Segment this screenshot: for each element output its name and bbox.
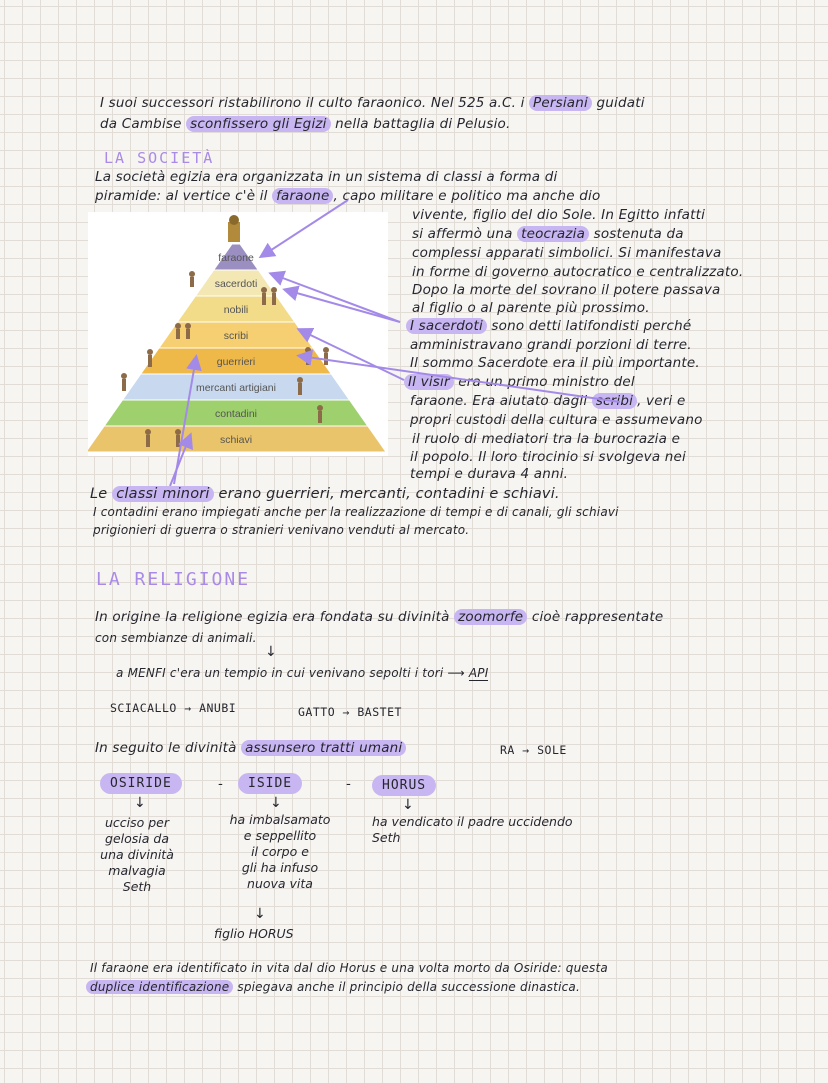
arrow-sacerdoti-2	[286, 290, 400, 322]
visir-line-4: il ruolo di mediatori tra la burocrazia e	[412, 431, 681, 447]
dash-2: -	[346, 776, 352, 792]
arrow-sacerdoti	[272, 274, 400, 322]
pyramid-label-sacerdoti: sacerdoti	[214, 278, 258, 290]
god-iside: ISIDE	[238, 773, 302, 794]
pyramid-label-faraone: faraone	[218, 252, 254, 264]
arrow-minori-schiavi	[170, 436, 190, 486]
highlight-duplice: duplice identificazione	[86, 980, 233, 994]
arrow-iside-icon: ↓	[270, 795, 282, 811]
highlight-classi-minori: classi minori	[112, 486, 213, 502]
dash-1: -	[218, 776, 224, 792]
horus-description: ha vendicato il padre uccidendo Seth	[372, 814, 573, 845]
intro-line-1: I suoi successori ristabilirono il culto faraonico. Nel 525 a.C. i Persiani guidati	[100, 95, 645, 111]
highlight-visir: Il visir	[404, 374, 454, 390]
final-line-2: duplice identificazione spiegava anche il principio della successione dinastica.	[86, 979, 580, 996]
minori-line: Le classi minori erano guerrieri, mercanti, contadini e schiavi.	[90, 486, 560, 502]
heading-societa: LA SOCIETÀ	[104, 149, 215, 167]
arrow-scribi	[300, 356, 620, 402]
visir-line-6: tempi e durava 4 anni.	[410, 466, 569, 482]
visir-line-3: propri custodi della cultura e assumevano	[410, 412, 703, 428]
highlight-sacerdoti: I sacerdoti	[406, 318, 487, 334]
visir-line-1: Il visir era un primo ministro del	[404, 374, 635, 391]
right-line-1: vivente, figlio del dio Sole. In Egitto infatti	[412, 207, 706, 223]
figlio-horus-label: figlio HORUS	[214, 926, 294, 941]
final-line-1: Il faraone era identificato in vita dal dio Horus e una volta morto da Osiride: questa	[90, 961, 608, 975]
sciacallo-line: SCIACALLO → ANUBI	[110, 701, 237, 715]
societa-line-2: piramide: al vertice c'è il faraone , capo militare e politico ma anche dio	[95, 188, 601, 204]
api-label: API	[468, 666, 489, 680]
seguito-line: In seguito le divinità assunsero tratti umani	[95, 740, 406, 757]
highlight-teocrazia: teocrazia	[517, 226, 589, 242]
arrow-faraone	[262, 200, 348, 256]
arrow-figlio-icon: ↓	[254, 906, 266, 922]
god-osiride: OSIRIDE	[100, 773, 182, 794]
osiride-description: ucciso per gelosia da una divinità malvagia Seth	[100, 815, 174, 894]
pyramid-label-guerrieri: guerrieri	[216, 356, 256, 368]
visir-line-5: il popolo. Il loro tirocinio si svolgeva nei	[410, 449, 687, 465]
highlight-sconfissero: sconfissero gli Egizi	[186, 116, 331, 132]
arrow-visir	[300, 330, 404, 380]
visir-line-2: faraone. Era aiutato dagli scribi , veri e	[410, 393, 686, 409]
menfi-line: a MENFI c'era un tempio in cui venivano sepolti i tori ⟶ API	[116, 666, 489, 680]
contadini-line-2: prigionieri di guerra o stranieri venivano venduti al mercato.	[93, 523, 470, 537]
religione-line-1: In origine la religione egizia era fondata su divinità zoomorfe cioè rappresentate	[95, 609, 664, 625]
highlight-faraone: faraone	[272, 188, 333, 204]
pyramid-label-mercanti-artigiani: mercanti artigiani	[196, 382, 276, 394]
highlight-persiani: Persiani	[529, 95, 592, 111]
arrow-osiride-icon: ↓	[134, 795, 146, 811]
right-line-4: in forme di governo autocratico e centralizzato.	[412, 264, 744, 280]
intro-line-2: da Cambise sconfissero gli Egizi nella battaglia di Pelusio.	[100, 116, 511, 132]
iside-description: ha imbalsamato e seppellito il corpo e gli ha infuso nuova vita	[229, 812, 331, 891]
arrow-horus-icon: ↓	[402, 797, 414, 813]
right-line-3: complessi apparati simbolici. Si manifestava	[412, 245, 722, 261]
highlight-tratti-umani: assunsero tratti umani	[241, 740, 406, 756]
pyramid-label-scribi: scribi	[223, 330, 249, 342]
societa-line-1: La società egizia era organizzata in un sistema di classi a forma di	[95, 169, 558, 185]
right-line-6: al figlio o al parente più prossimo.	[412, 300, 650, 316]
right-line-5: Dopo la morte del sovrano il potere passava	[412, 282, 721, 298]
gatto-line: GATTO → BASTET	[298, 705, 402, 719]
sacerdoti-line-3: Il sommo Sacerdote era il più importante.	[410, 355, 700, 371]
highlight-scribi: scribi	[592, 393, 637, 409]
pyramid-label-contadini: contadini	[214, 408, 258, 420]
highlight-zoomorfe: zoomorfe	[454, 609, 527, 625]
pyramid-label-schiavi: schiavi	[219, 434, 253, 446]
ra-sole-label: RA → SOLE	[500, 743, 567, 757]
sacerdoti-line-1: I sacerdoti sono detti latifondisti perché	[406, 318, 691, 335]
god-horus: HORUS	[372, 775, 436, 796]
sacerdoti-line-2: amministravano grandi porzioni di terre.	[410, 337, 692, 353]
heading-religione: LA RELIGIONE	[96, 569, 251, 590]
religione-line-2: con sembianze di animali.	[95, 631, 257, 645]
arrow-down-icon: ↓	[265, 644, 277, 660]
contadini-line-1: I contadini erano impiegati anche per la realizzazione di tempi e di canali, gli schiavi	[93, 505, 619, 519]
pyramid-label-nobili: nobili	[223, 304, 249, 316]
right-line-2: si affermò una teocrazia sostenuta da	[412, 226, 684, 242]
